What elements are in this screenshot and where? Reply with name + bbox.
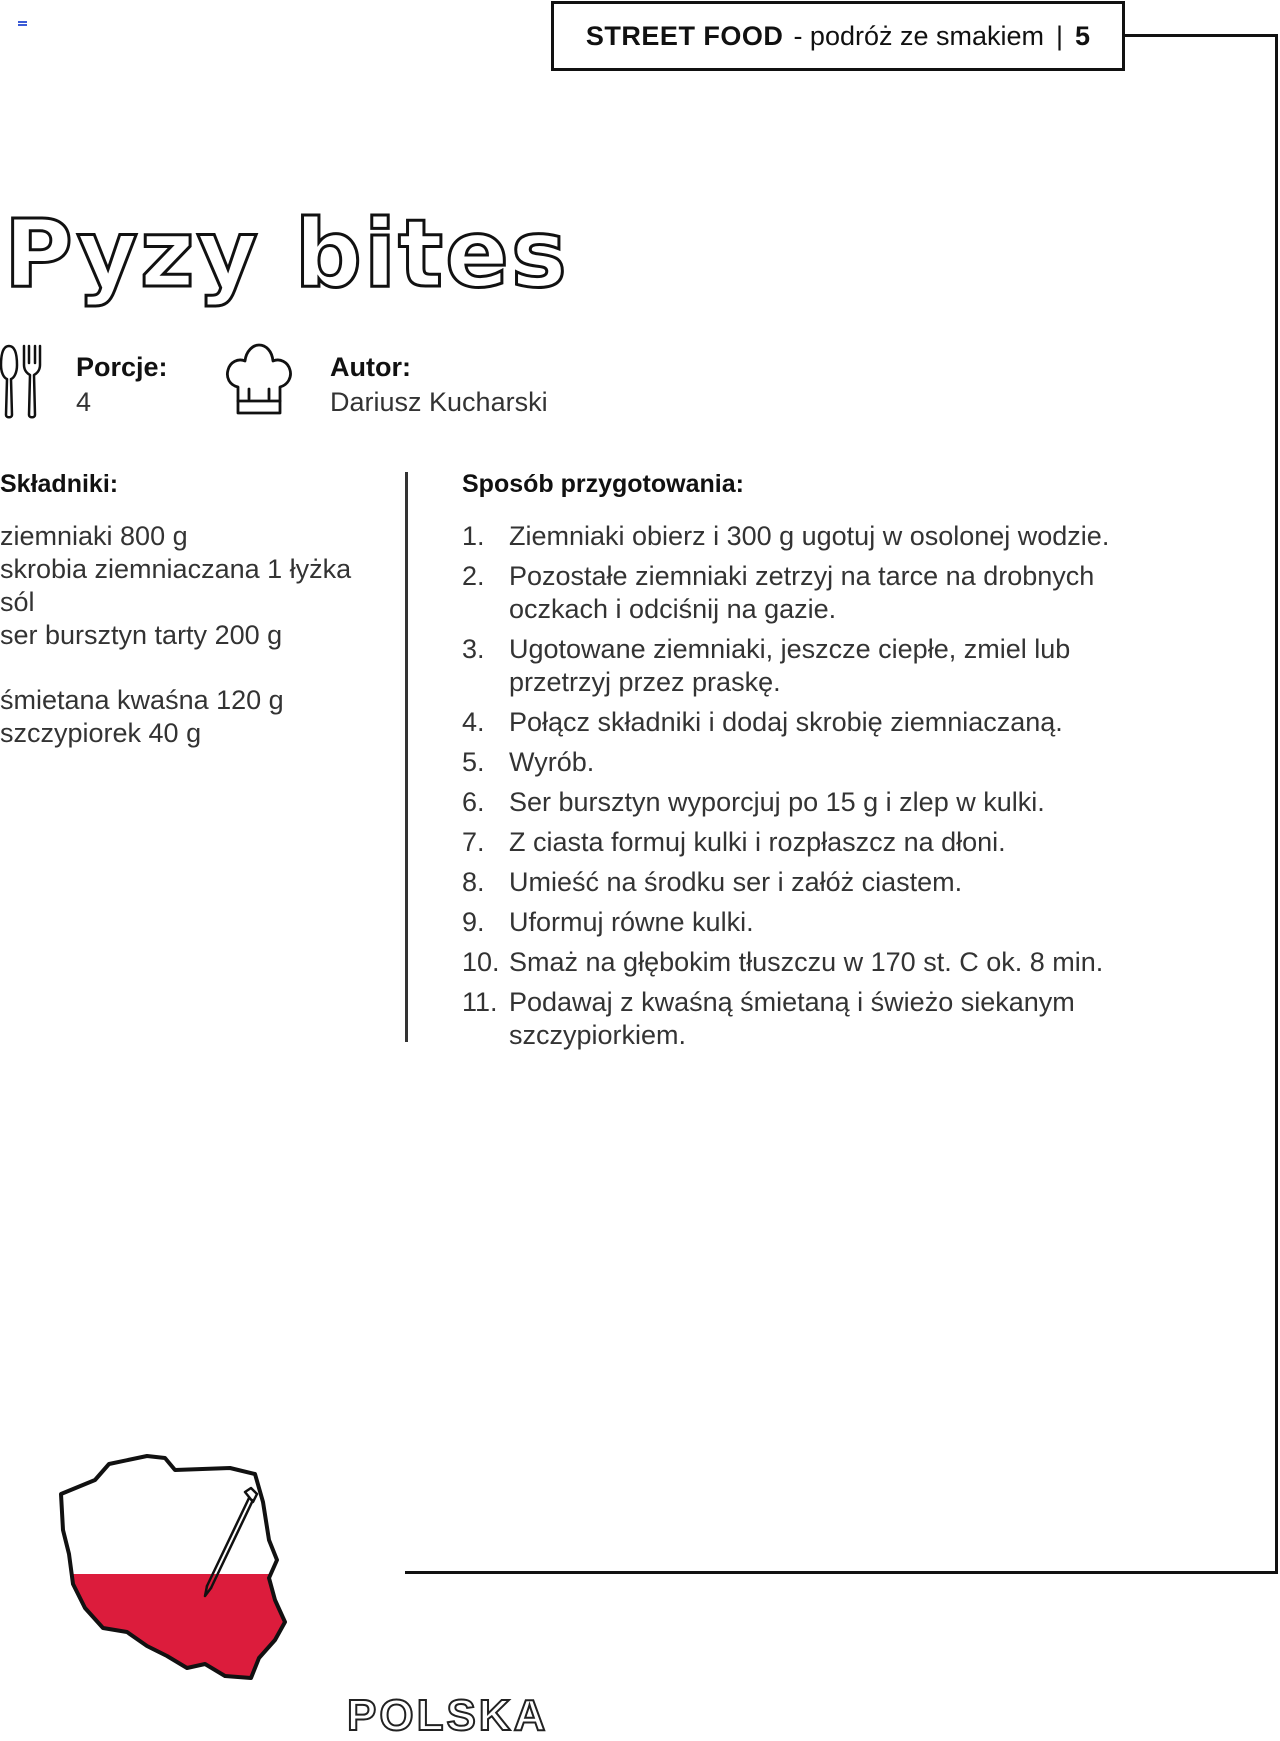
author-label: Autor: [330, 352, 411, 382]
frame-line-right [1275, 34, 1278, 1574]
chef-hat-icon [225, 343, 293, 417]
method-step [462, 786, 1162, 819]
step-number: 3. [462, 634, 485, 664]
method-step [462, 906, 1162, 939]
step-number: 4. [462, 707, 485, 737]
poland-map-icon [55, 1450, 315, 1690]
corner-mark [18, 21, 27, 26]
step-number: 1. [462, 521, 485, 551]
step-text: Umieść na środku ser i załóż ciastem. [509, 867, 963, 897]
ingredients-heading: Składniki: [0, 470, 119, 498]
ingredients-list [0, 520, 395, 750]
method-step [462, 746, 1162, 779]
step-text: Wyrób. [509, 747, 595, 777]
frame-line-bottom [405, 1571, 1278, 1574]
method-step [462, 520, 1162, 553]
step-text: Ser bursztyn wyporcjuj po 15 g i zlep w kulki. [509, 787, 1045, 817]
step-text: Z ciasta formuj kulki i rozpłaszcz na dłoni. [509, 827, 1006, 857]
servings-label: Porcje: [76, 352, 168, 382]
method-step [462, 560, 1162, 626]
step-text: Połącz składniki i dodaj skrobię ziemniaczaną. [509, 707, 1063, 737]
step-text: Uformuj równe kulki. [509, 907, 754, 937]
servings-block [76, 352, 168, 418]
author-value: Dariusz Kucharski [330, 387, 548, 417]
step-number: 6. [462, 787, 485, 817]
step-number: 9. [462, 907, 485, 937]
ingredient-item: śmietana kwaśna 120 g [0, 685, 284, 715]
ingredient-item: skrobia ziemniaczana 1 łyżka [0, 554, 352, 584]
step-text: Ugotowane ziemniaki, jeszcze ciepłe, zmiel lub przetrzyj przez praskę. [509, 634, 1071, 697]
method-step [462, 986, 1162, 1052]
method-step [462, 826, 1162, 859]
page-header [551, 1, 1125, 71]
servings-value: 4 [76, 387, 92, 417]
step-text: Podawaj z kwaśną śmietaną i świeżo siekanym szczypiorkiem. [509, 987, 1075, 1050]
method-step [462, 706, 1162, 739]
step-number: 2. [462, 561, 485, 591]
country-name: POLSKA [347, 1691, 549, 1740]
series-subtitle: - podróż ze smakiem [793, 20, 1045, 51]
series-title: STREET FOOD [585, 20, 784, 51]
header-separator: | [1056, 20, 1064, 51]
ingredient-item: szczypiorek 40 g [0, 718, 202, 748]
step-number: 11. [462, 987, 498, 1017]
ingredient-item: sól [0, 587, 35, 617]
author-block [330, 352, 548, 418]
ingredient-item: ziemniaki 800 g [0, 521, 188, 551]
step-number: 10. [462, 947, 500, 977]
step-text: Ziemniaki obierz i 300 g ugotuj w osolonej wodzie. [509, 521, 1110, 551]
method-step [462, 866, 1162, 899]
step-number: 5. [462, 747, 485, 777]
page-number: 5 [1075, 20, 1091, 51]
step-number: 8. [462, 867, 485, 897]
step-text: Pozostałe ziemniaki zetrzyj na tarce na drobnych oczkach i odciśnij na gazie. [509, 561, 1095, 624]
step-text: Smaż na głębokim tłuszczu w 170 st. C ok. 8 min. [509, 947, 1104, 977]
method-heading: Sposób przygotowania: [462, 470, 744, 498]
ingredient-item: ser bursztyn tarty 200 g [0, 620, 283, 650]
recipe-title: Pyzy bites [4, 200, 569, 309]
method-step [462, 633, 1162, 699]
cutlery-icon [0, 343, 42, 419]
method-step [462, 946, 1162, 979]
frame-line-top [1125, 34, 1278, 37]
column-divider [405, 472, 408, 1042]
step-number: 7. [462, 827, 485, 857]
method-steps [462, 520, 1162, 1059]
